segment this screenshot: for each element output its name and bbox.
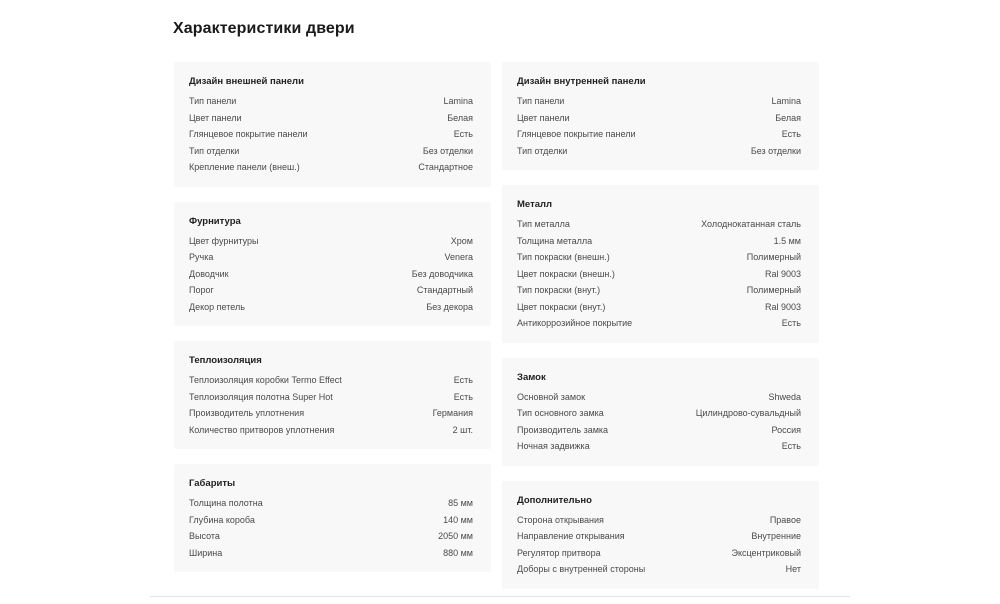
right-column <box>502 62 819 604</box>
spec-value: 2050 мм <box>438 531 473 541</box>
spec-row <box>189 126 473 143</box>
spec-value: Lamina <box>771 96 801 106</box>
spec-value: Без декора <box>426 301 473 312</box>
spec-row <box>517 282 801 299</box>
spec-label: Теплоизоляция полотна Super Hot <box>189 391 333 402</box>
spec-value: 1.5 мм <box>773 235 801 246</box>
spec-label: Глянцевое покрытие панели <box>517 129 636 139</box>
spec-label: Тип панели <box>189 96 237 106</box>
left-spec-card-3 <box>174 341 491 449</box>
spec-label: Тип основного замка <box>517 408 604 418</box>
spec-label: Основной замок <box>517 391 586 402</box>
spec-label: Крепление панели (внеш.) <box>189 162 300 172</box>
spec-value: Германия <box>432 408 473 418</box>
spec-row <box>517 422 801 439</box>
spec-row <box>189 299 473 316</box>
spec-value: 880 мм <box>443 547 473 558</box>
spec-row <box>189 266 473 283</box>
spec-value: Lamina <box>443 96 473 106</box>
spec-label: Толщина металла <box>517 235 593 246</box>
spec-label: Тип отделки <box>517 145 568 156</box>
spec-row <box>517 299 801 316</box>
spec-row <box>189 545 473 562</box>
spec-section-title: Фурнитура <box>189 215 241 227</box>
spec-value: Есть <box>453 129 473 139</box>
spec-row <box>189 528 473 545</box>
spec-section-title: Габариты <box>189 478 236 489</box>
spec-value: Цилиндрово-сувальдный <box>695 408 801 418</box>
spec-label: Направление открывания <box>517 531 625 541</box>
spec-value: Есть <box>453 375 473 385</box>
right-spec-card-4 <box>502 481 819 589</box>
spec-value: Внутренние <box>751 531 801 541</box>
bottom-divider <box>150 596 850 597</box>
spec-label: Ширина <box>189 547 223 558</box>
spec-label: Тип металла <box>517 219 570 229</box>
spec-label: Цвет покраски (внешн.) <box>517 268 615 279</box>
spec-row <box>517 126 801 143</box>
spec-label: Антикоррозийное покрытие <box>517 318 633 328</box>
spec-value: Россия <box>771 424 801 435</box>
spec-row <box>517 389 801 406</box>
spec-value: Белая <box>775 112 801 123</box>
spec-label: Цвет фурнитуры <box>189 235 259 246</box>
spec-label: Толщина полотна <box>189 498 263 508</box>
spec-row <box>517 315 801 332</box>
left-spec-card-4 <box>174 464 491 572</box>
spec-value: Есть <box>781 129 801 139</box>
spec-value: Ral 9003 <box>764 301 801 312</box>
spec-label: Порог <box>189 285 214 295</box>
spec-value: Стандартный <box>416 285 473 295</box>
spec-row <box>517 216 801 233</box>
spec-label: Доборы с внутренней стороны <box>517 564 646 574</box>
spec-row <box>189 495 473 512</box>
spec-value: Эксцентриковый <box>731 547 801 558</box>
spec-value: Холоднокатанная сталь <box>701 219 801 229</box>
spec-row <box>189 512 473 529</box>
spec-label: Высота <box>189 531 220 541</box>
spec-value: Полимерный <box>746 252 801 262</box>
spec-row <box>189 143 473 160</box>
spec-row <box>517 266 801 283</box>
spec-value: Ral 9003 <box>764 268 801 279</box>
spec-section-title: Дизайн внутренней панели <box>517 76 646 87</box>
page-title: Характеристики двери <box>173 20 355 37</box>
spec-value: Без доводчика <box>411 268 473 279</box>
spec-row <box>517 143 801 160</box>
left-column <box>174 62 491 587</box>
spec-row <box>189 422 473 439</box>
spec-label: Сторона открывания <box>517 514 604 525</box>
spec-row <box>517 545 801 562</box>
spec-value: Нет <box>785 564 801 574</box>
spec-value: Есть <box>781 318 801 328</box>
left-spec-card-1 <box>174 62 491 187</box>
spec-row <box>189 282 473 299</box>
spec-row <box>189 159 473 176</box>
spec-row <box>189 110 473 127</box>
spec-label: Тип покраски (внут.) <box>517 285 601 295</box>
spec-row <box>517 249 801 266</box>
spec-value: Без отделки <box>422 145 473 156</box>
spec-value: Shweda <box>768 391 801 402</box>
spec-value: Правое <box>769 514 801 525</box>
spec-label: Тип покраски (внешн.) <box>517 252 610 262</box>
spec-value: Есть <box>453 391 473 402</box>
spec-value: Venera <box>444 252 473 262</box>
spec-row <box>189 233 473 250</box>
spec-label: Теплоизоляция коробки Termo Effect <box>189 375 342 385</box>
spec-row <box>189 93 473 110</box>
spec-value: Белая <box>447 112 473 123</box>
spec-label: Цвет панели <box>517 112 570 123</box>
spec-value: Без отделки <box>750 145 801 156</box>
spec-value: Есть <box>781 441 801 451</box>
spec-row <box>517 438 801 455</box>
spec-row <box>517 93 801 110</box>
spec-row <box>517 528 801 545</box>
spec-row <box>517 561 801 578</box>
spec-label: Тип панели <box>517 96 565 106</box>
spec-label: Цвет панели <box>189 112 242 123</box>
spec-value: Хром <box>450 235 473 246</box>
spec-value: 2 шт. <box>452 424 473 435</box>
spec-value: Стандартное <box>418 162 473 172</box>
spec-label: Доводчик <box>189 268 229 279</box>
spec-row <box>517 110 801 127</box>
right-spec-card-2 <box>502 185 819 343</box>
spec-label: Цвет покраски (внут.) <box>517 301 606 312</box>
spec-label: Глубина короба <box>189 514 255 525</box>
spec-value: 85 мм <box>448 498 473 508</box>
spec-value: 140 мм <box>443 514 473 525</box>
spec-label: Ручка <box>189 252 214 262</box>
spec-section-title: Металл <box>517 199 553 210</box>
spec-section-title: Дополнительно <box>517 494 592 506</box>
spec-row <box>517 512 801 529</box>
spec-section-title: Теплоизоляция <box>189 355 262 366</box>
spec-label: Производитель замка <box>517 424 609 435</box>
spec-label: Количество притворов уплотнения <box>189 424 335 435</box>
spec-label: Глянцевое покрытие панели <box>189 129 308 139</box>
spec-row <box>517 405 801 422</box>
spec-label: Тип отделки <box>189 145 240 156</box>
spec-label: Ночная задвижка <box>517 441 590 451</box>
spec-row <box>189 372 473 389</box>
spec-value: Полимерный <box>746 285 801 295</box>
spec-row <box>517 233 801 250</box>
right-spec-card-3 <box>502 358 819 466</box>
spec-row <box>189 405 473 422</box>
left-spec-card-2 <box>174 202 491 327</box>
spec-label: Декор петель <box>189 301 245 312</box>
spec-section-title: Дизайн внешней панели <box>189 76 304 87</box>
right-spec-card-1 <box>502 62 819 170</box>
spec-section-title: Замок <box>517 371 546 383</box>
spec-label: Регулятор притвора <box>517 547 601 558</box>
spec-label: Производитель уплотнения <box>189 408 305 418</box>
spec-row <box>189 249 473 266</box>
spec-row <box>189 389 473 406</box>
